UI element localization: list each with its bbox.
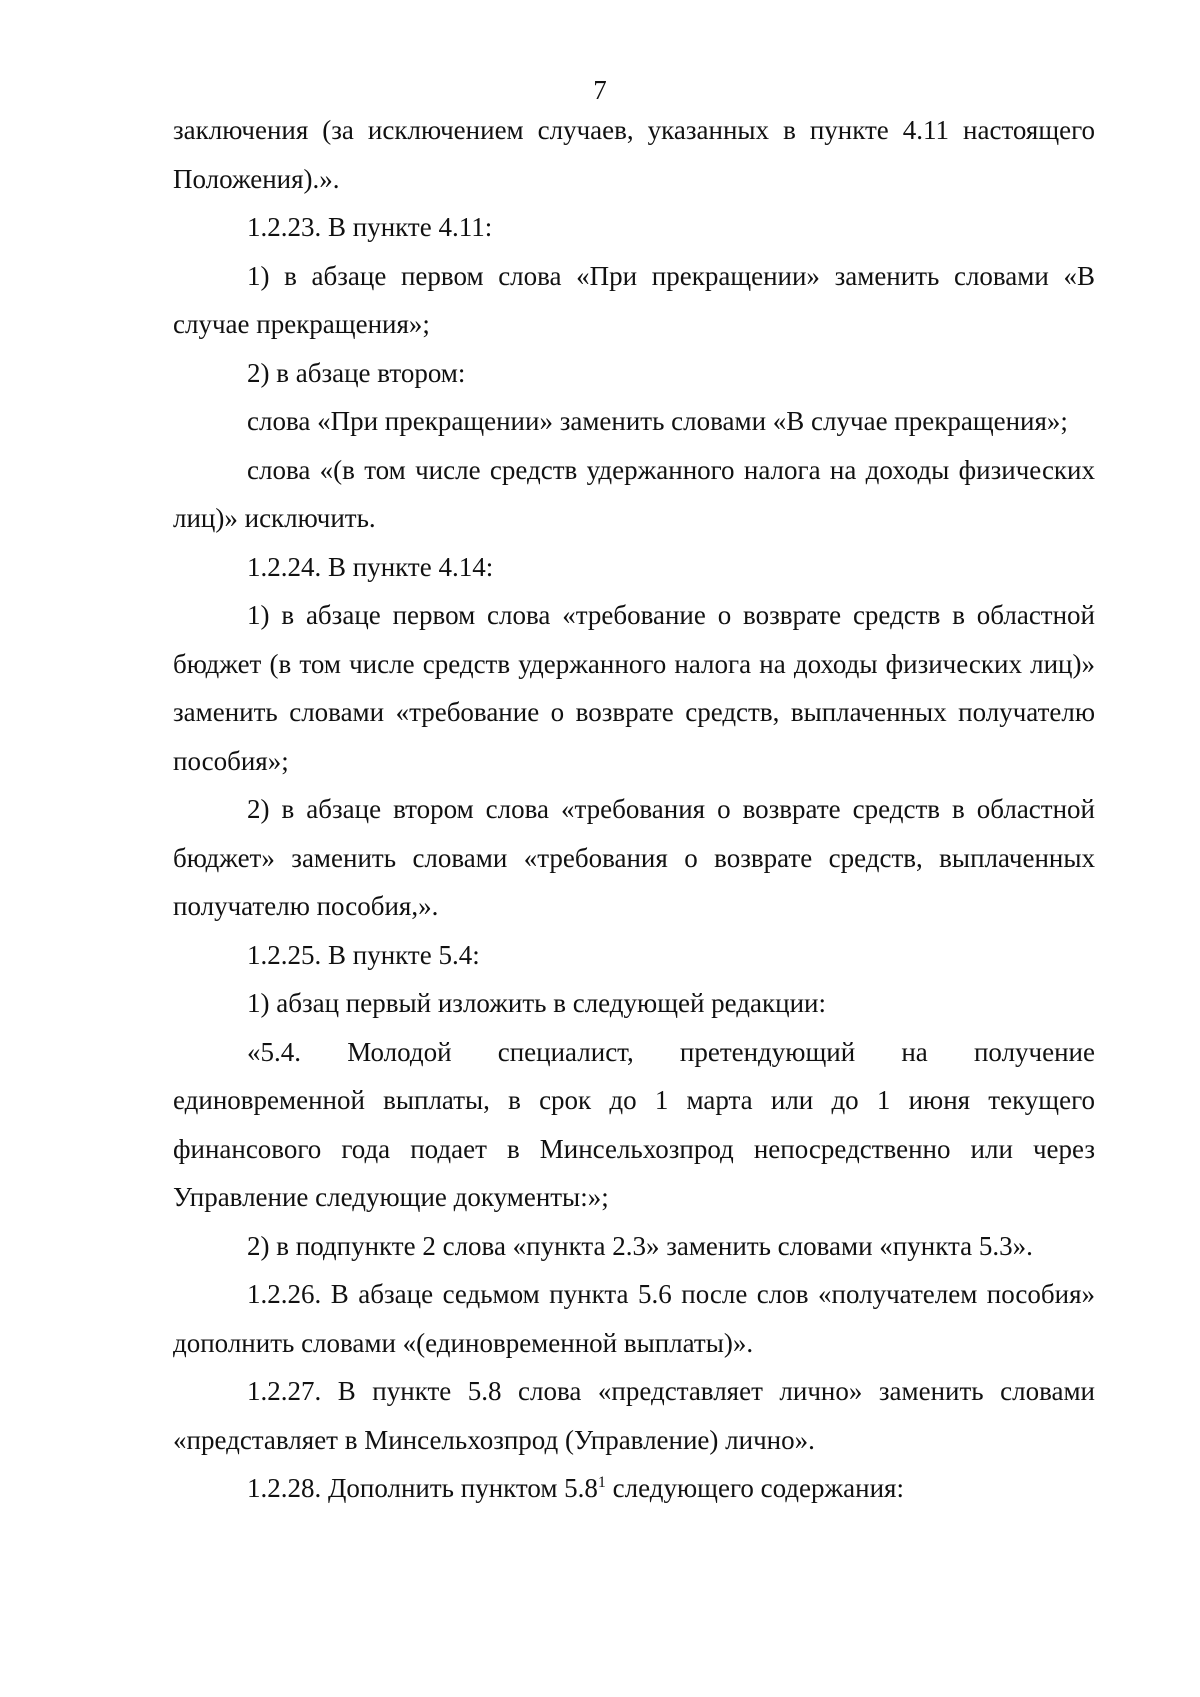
paragraph: слова «(в том числе средств удержанного налога на доходы физических лиц)» исключить.	[173, 454, 1095, 533]
paragraph: заключения (за исключением случаев, указанных в пункте 4.11 настоящего Положения).».	[173, 115, 1095, 194]
paragraph: 1) абзац первый изложить в следующей редакции:	[247, 988, 826, 1018]
paragraph: 1) в абзаце первом слова «При прекращении» заменить словами «В случае прекращения»;	[173, 260, 1095, 339]
paragraph: 1.2.24. В пункте 4.14:	[247, 551, 494, 582]
paragraph-text: следующего содержания:	[605, 1473, 904, 1503]
paragraph: 1.2.25. В пункте 5.4:	[247, 939, 480, 970]
page-number: 7	[593, 75, 607, 105]
paragraph: 1.2.26. В абзаце седьмом пункта 5.6 после слов «получателем пособия» дополнить словами «(единовременной выплаты)».	[173, 1279, 1095, 1358]
paragraph: 2) в абзаце втором:	[247, 357, 466, 388]
superscript: 1	[597, 1474, 606, 1491]
paragraph-with-superscript	[173, 1464, 1095, 1513]
paragraph-text: 1.2.28. Дополнить пунктом 5.8	[247, 1473, 598, 1503]
paragraph: «5.4. Молодой специалист, претендующий на получение единовременной выплаты, в срок до 1 марта или до 1 июня текущего финансового года подает в Минсельхозпрод непосредственно или через Управление следующие документы:»;	[173, 1036, 1095, 1212]
paragraph: 2) в абзаце втором слова «требования о возврате средств в областной бюджет» заменить словами «требования о возврате средств, выплаченных получателю пособия,».	[173, 794, 1095, 921]
paragraph: 1.2.23. В пункте 4.11:	[247, 212, 493, 242]
document-body	[173, 106, 1095, 1513]
paragraph: слова «При прекращении» заменить словами «В случае прекращения»;	[247, 406, 1068, 436]
paragraph: 1.2.27. В пункте 5.8 слова «представляет лично» заменить словами «представляет в Минсельхозпрод (Управление) лично».	[173, 1376, 1095, 1455]
paragraph: 2) в подпункте 2 слова «пункта 2.3» заменить словами «пункта 5.3».	[247, 1230, 1033, 1261]
paragraph: 1) в абзаце первом слова «требование о возврате средств в областной бюджет (в том числе средств удержанного налога на доходы физических лиц)» заменить словами «требование о возврате средств, выплаченных получателю пособия»;	[173, 600, 1095, 776]
